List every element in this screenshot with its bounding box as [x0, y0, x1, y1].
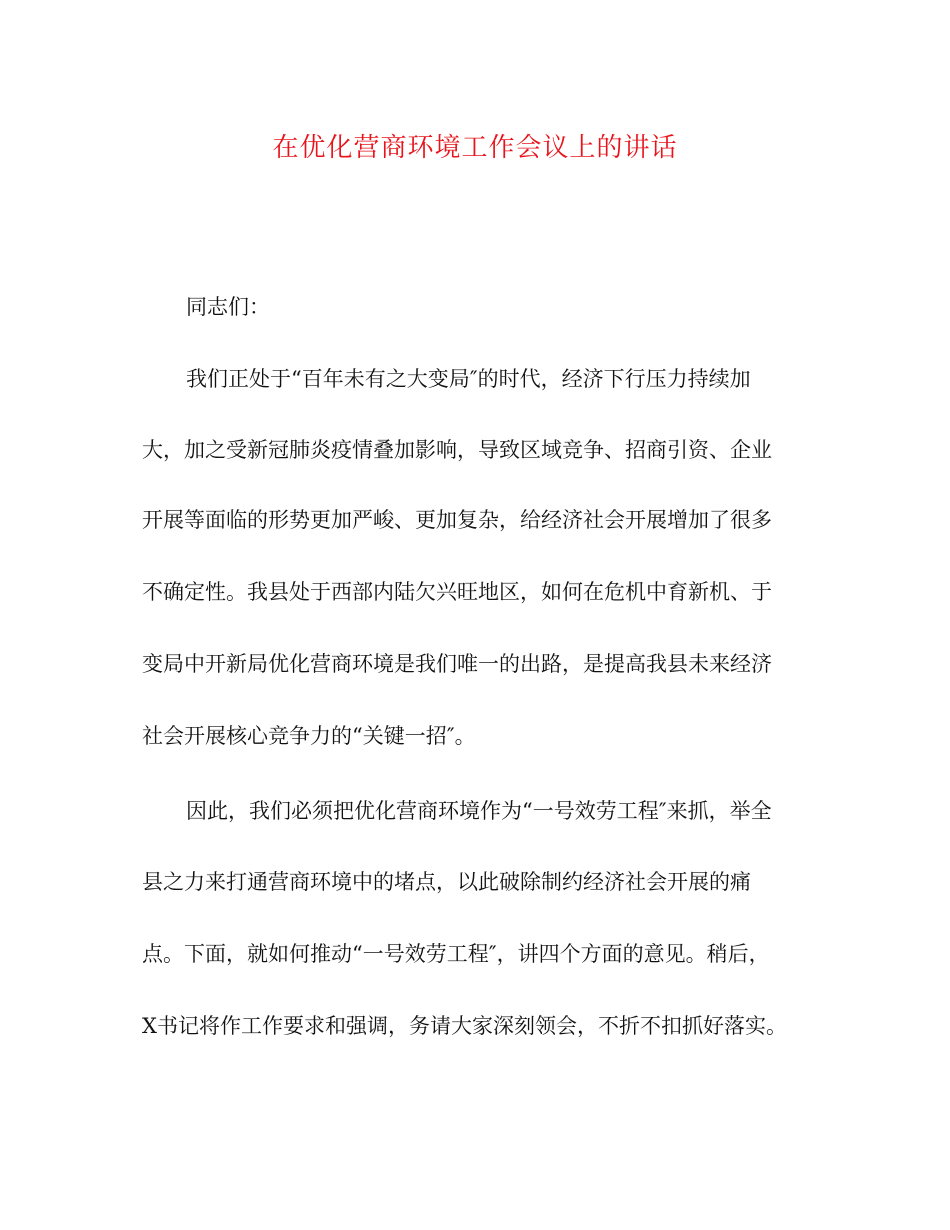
paragraph-1-line-5: 变局中开新局优化营商环境是我们唯一的出路，是提高我县未来经济 [142, 652, 772, 676]
paragraph-1-line-2: 大，加之受新冠肺炎疫情叠加影响，导致区域竞争、招商引资、企业 [142, 438, 772, 462]
paragraph-1-line-3: 开展等面临的形势更加严峻、更加复杂，给经济社会开展增加了很多 [142, 508, 772, 532]
paragraph-2-line-3: 点。下面，就如何推动“一号效劳工程″，讲四个方面的意见。稍后， [142, 942, 770, 966]
paragraph-2-line-4: X书记将作工作要求和强调，务请大家深刻领会，不折不扣抓好落实。 [142, 1014, 787, 1038]
salutation-line: 同志们： [186, 295, 270, 319]
paragraph-2-line-2: 县之力来打通营商环境中的堵点，以此破除制约经济社会开展的痛 [142, 870, 751, 894]
paragraph-2-line-1: 因此，我们必须把优化营商环境作为“一号效劳工程″来抓，举全 [186, 799, 772, 823]
document-title: 在优化营商环境工作会议上的讲话 [272, 133, 678, 163]
paragraph-1-line-4: 不确定性。我县处于西部内陆欠兴旺地区，如何在危机中育新机、于 [142, 580, 772, 604]
paragraph-1-line-1: 我们正处于“百年未有之大变局″的时代，经济下行压力持续加 [186, 367, 751, 391]
paragraph-1-line-6: 社会开展核心竞争力的“关键一招″。 [142, 724, 476, 748]
